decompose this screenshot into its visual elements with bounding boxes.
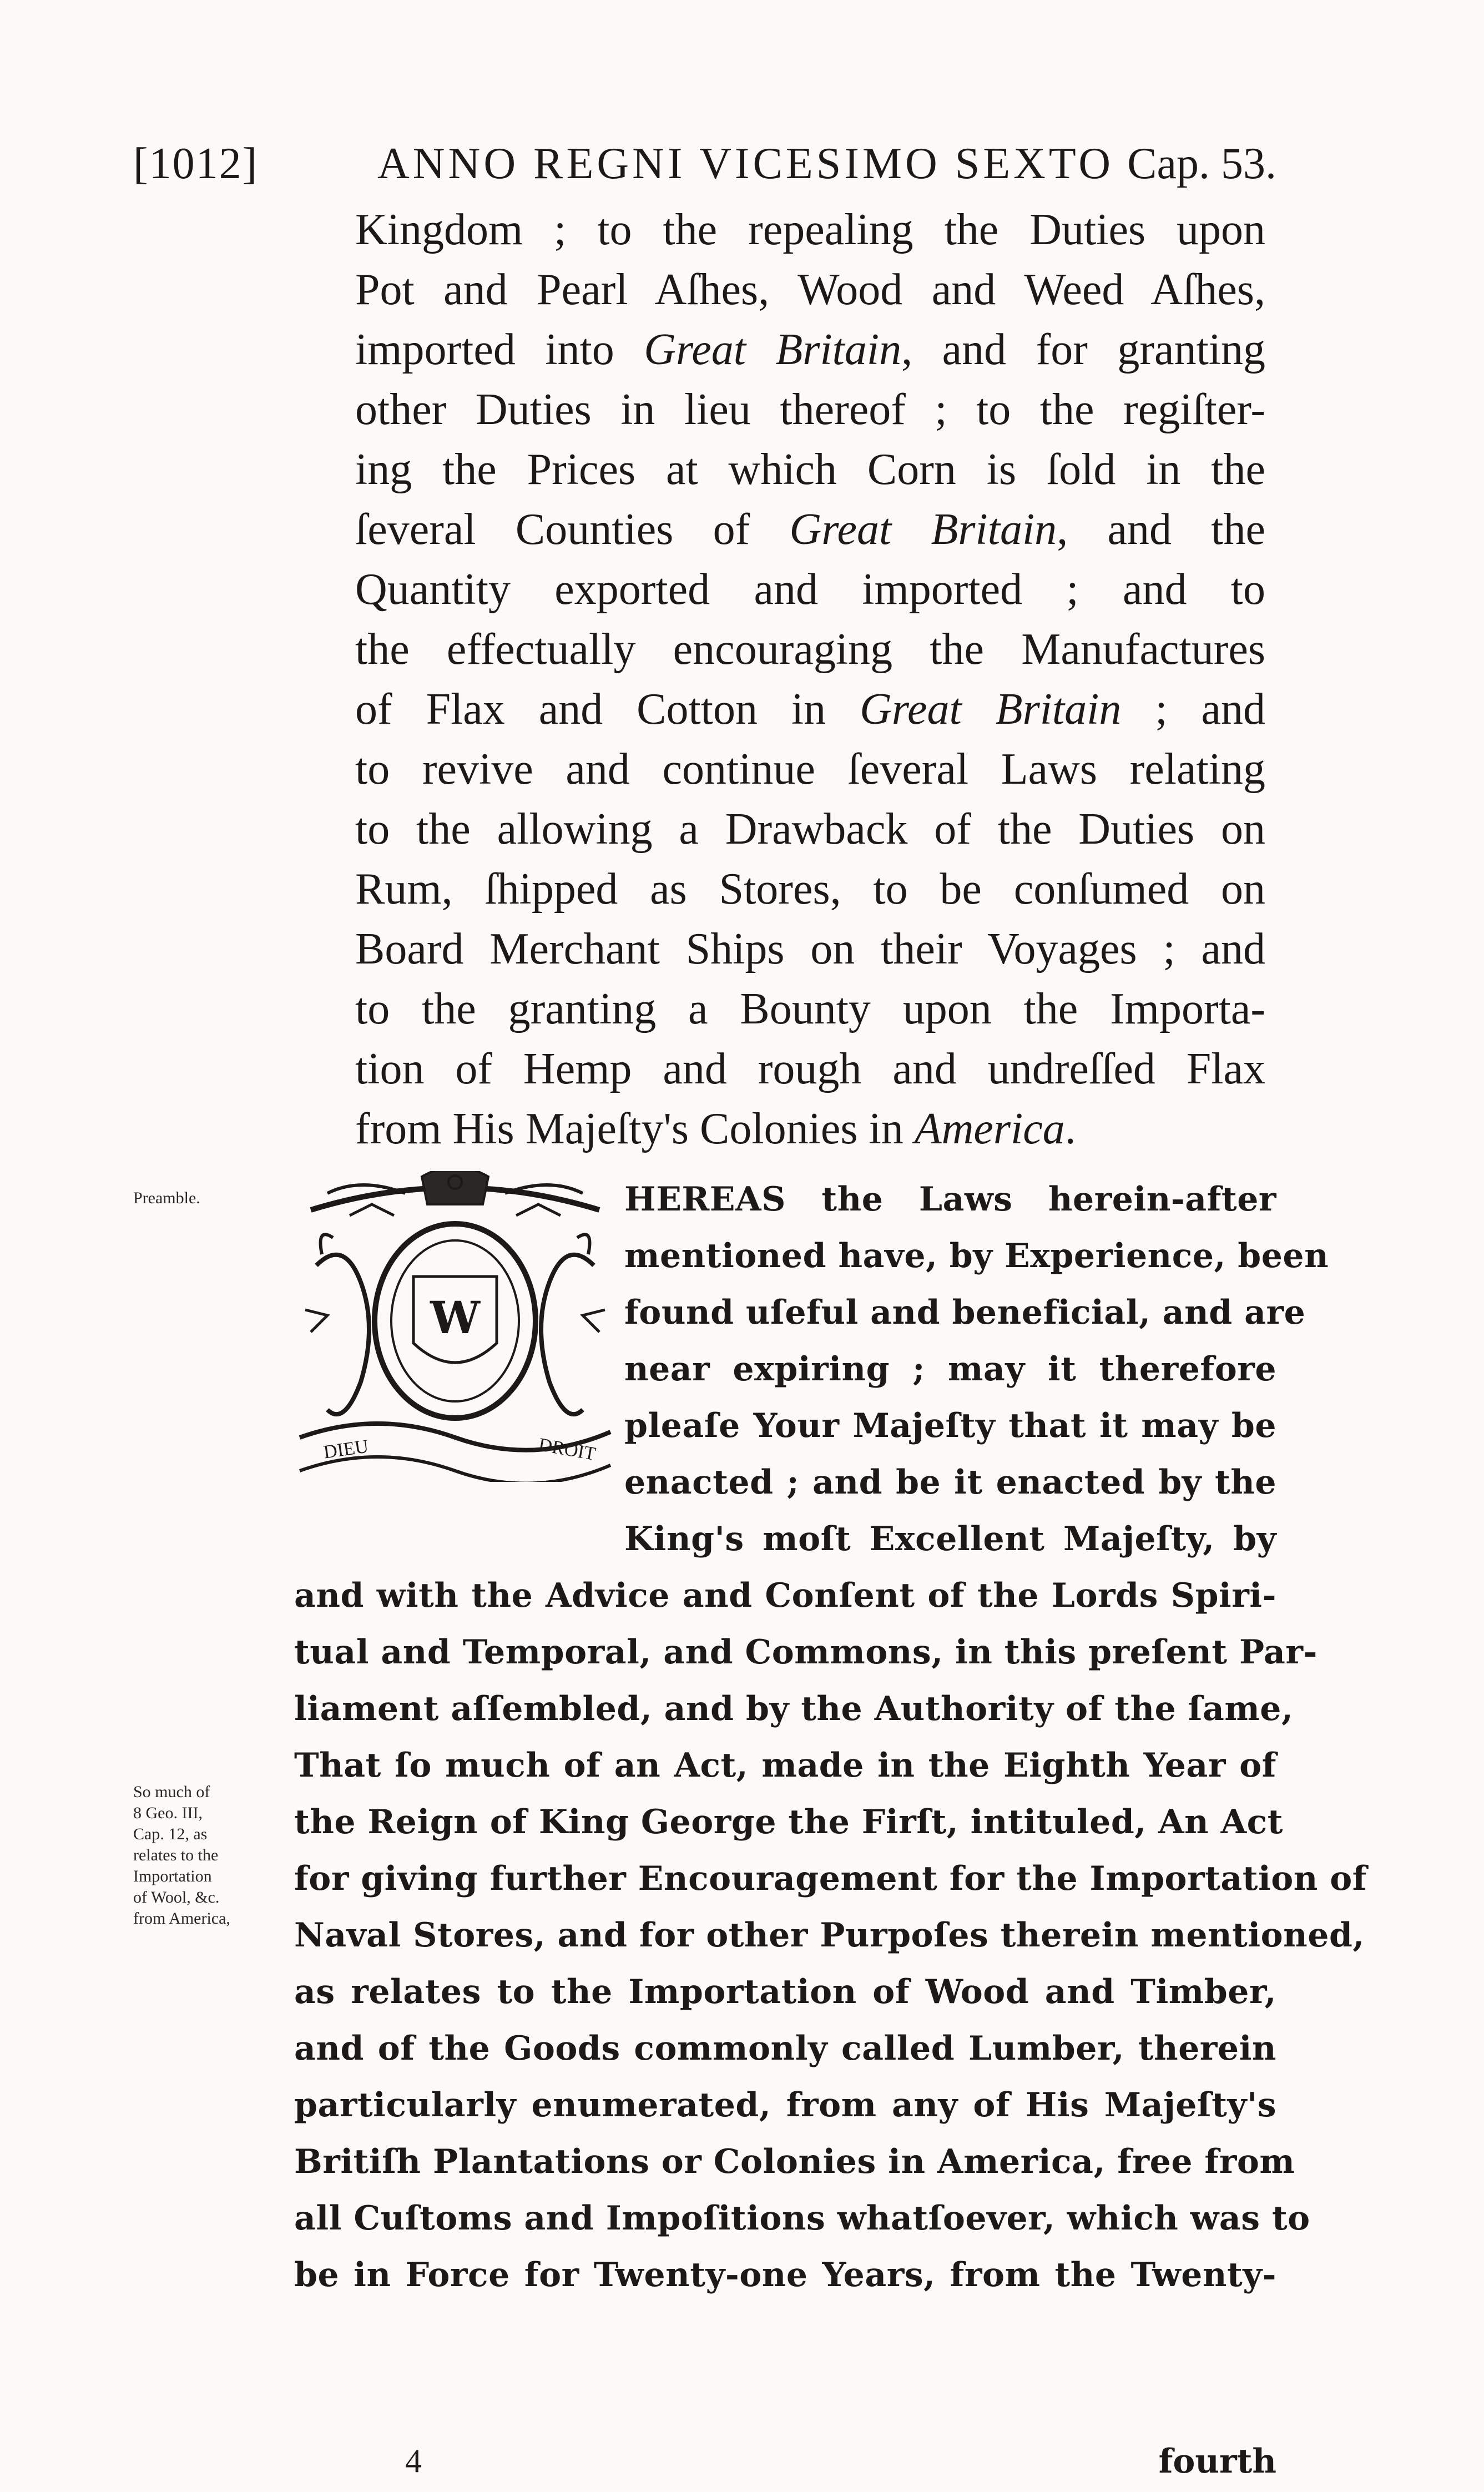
body-line: enacted ; and be it enacted by the (624, 1463, 1276, 1502)
motto-right: DROIT (537, 1434, 598, 1465)
title-line (355, 320, 1265, 380)
title-text: ; and (1121, 685, 1265, 734)
catchword: fourth (1158, 2442, 1276, 2481)
act-title-block (355, 200, 1265, 1159)
title-text: , and for granting (901, 325, 1266, 374)
body-line: near expiring ; may it therefore (624, 1350, 1276, 1389)
title-line (355, 500, 1265, 559)
title-line (355, 1099, 1265, 1159)
title-line (355, 679, 1265, 739)
title-line: Rum, ſhipped as Stores, to be conſumed on (355, 865, 1265, 914)
title-italic: Great Britain (789, 505, 1057, 554)
body-line: the Reign of King George the Firſt, intituled, An Act (294, 1803, 1283, 1842)
margin-note-line: Importation (133, 1867, 212, 1885)
enacting-text (294, 1171, 1367, 2303)
margin-note-line: 8 Geo. III, (133, 1804, 203, 1822)
body-line: be in Force for Twenty-one Years, from the Twenty- (294, 2256, 1276, 2294)
title-line: to revive and continue ſeveral Laws relating (355, 745, 1265, 794)
title-text: ſeveral Counties of (355, 505, 790, 554)
body-line: That ſo much of an Act, made in the Eighth Year of (294, 1746, 1276, 1785)
title-line: Quantity exported and imported ; and to (355, 565, 1265, 614)
body-line: mentioned have, by Experience, been (624, 1237, 1329, 1275)
page-footer (294, 2442, 1276, 2492)
body-line: and with the Advice and Conſent of the Lords Spiri- (294, 1576, 1276, 1615)
title-text: . (1064, 1104, 1076, 1153)
title-text: imported into (355, 325, 644, 374)
signature-mark: 4 (405, 2443, 422, 2479)
title-italic: Great Britain (860, 685, 1122, 734)
title-line: to the allowing a Drawback of the Duties on (355, 805, 1265, 854)
body-line: all Cuſtoms and Impoſitions whatſoever, which was to (294, 2199, 1310, 2238)
title-italic: Great Britain (644, 325, 902, 374)
body-line: found uſeful and beneficial, and are (624, 1293, 1306, 1332)
body-line: liament aſſembled, and by the Authority of the ſame, (294, 1689, 1294, 1728)
title-italic: America (914, 1104, 1065, 1153)
margin-note-preamble: Preamble. (133, 1189, 200, 1207)
body-line: HEREAS the Laws herein-after (624, 1180, 1276, 1219)
margin-note-line: So much of (133, 1783, 210, 1801)
body-line: King's moſt Excellent Majeſty, by (624, 1520, 1276, 1558)
title-line: ing the Prices at which Corn is ſold in the (355, 445, 1265, 494)
title-line: Board Merchant Ships on their Voyages ; and (355, 925, 1265, 973)
margin-note-line: Cap. 12, as (133, 1825, 208, 1843)
body-line: for giving further Encouragement for the Importation of (294, 1859, 1367, 1898)
margin-note-line: relates to the (133, 1846, 219, 1864)
motto-left: DIEU (322, 1436, 370, 1463)
body-line: particularly enumerated, from any of His Majeſty's (294, 2086, 1276, 2125)
title-text: of Flax and Cotton in (355, 685, 860, 734)
title-line: other Duties in lieu thereof ; to the regiſter- (355, 385, 1265, 434)
title-line: to the granting a Bounty upon the Importa- (355, 985, 1265, 1033)
title-line: tion of Hemp and rough and undreſſed Flax (355, 1045, 1265, 1093)
running-head: ANNO REGNI VICESIMO SEXTO (377, 139, 1114, 188)
title-line: Pot and Pearl Aſhes, Wood and Weed Aſhes, (355, 265, 1265, 314)
chapter-reference: Cap. 53. (1127, 139, 1276, 188)
body-line: tual and Temporal, and Commons, in this preſent Par- (294, 1633, 1318, 1672)
body-line: Naval Stores, and for other Purpoſes therein mentioned, (294, 1916, 1365, 1955)
margin-note-line: from America, (133, 1909, 230, 1928)
body-line: pleaſe Your Majeſty that it may be (624, 1406, 1276, 1445)
title-line: Kingdom ; to the repealing the Duties upon (355, 205, 1265, 254)
body-line: and of the Goods commonly called Lumber, therein (294, 2029, 1276, 2068)
title-text: , and the (1057, 505, 1265, 554)
page-number: [1012] (133, 139, 259, 188)
body-line: as relates to the Importation of Wood and Timber, (294, 1973, 1276, 2011)
title-line: the effectually encouraging the Manufactures (355, 625, 1265, 674)
title-text: from His Majeſty's Colonies in (355, 1104, 915, 1153)
margin-note-line: of Wool, &c. (133, 1888, 220, 1906)
initial-letter: W (430, 1292, 480, 1344)
margin-note-so-much (133, 1782, 283, 1929)
body-line: Britiſh Plantations or Colonies in America, free from (294, 2142, 1295, 2181)
